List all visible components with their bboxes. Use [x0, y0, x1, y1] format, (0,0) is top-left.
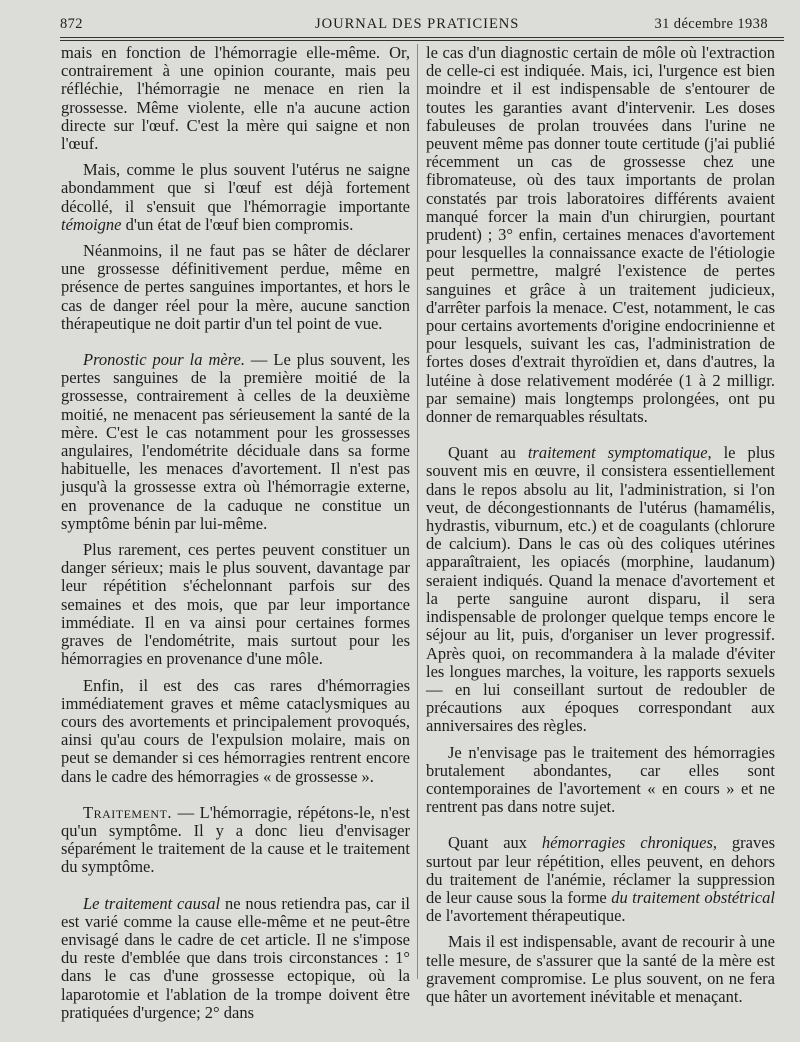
text: d'un état de l'œuf bien compromis.	[121, 214, 354, 234]
text: Je n'envisage pas le traitement des hémorragies brutalement abondantes, car elles sont contemporaines de l'avortement « en cours » et ne rentrent pas dans notre sujet.	[426, 742, 775, 817]
text: , graves surtout par leur répétition, elles peuvent, en dehors du traitement de l'anémie, réclamer la suppression de leur cause sous la forme	[426, 833, 775, 907]
text: de l'avortement thérapeutique.	[426, 906, 626, 926]
paragraph	[426, 44, 775, 426]
paragraph	[426, 834, 775, 925]
left-column	[61, 44, 410, 1022]
right-column	[426, 44, 775, 1006]
text: — L'hémorragie, répétons-le, n'est qu'un symptôme. Il y a donc lieu d'envisager séparément le traitement de la cause et le traitement du symptôme.	[61, 802, 410, 877]
text: Enfin, il est des cas rares d'hémorragies immédiatement graves et même cataclysmiques au cours des avortements et principalement provoqués, ainsi qu'au cours de l'expulsion molaire, mais on peut se demander si ces hémorragies rentrent encore dans le cadre des hémorragies « de grossesse ».	[61, 675, 410, 786]
section-heading: Pronostic pour la mère.	[83, 350, 245, 370]
journal-title: JOURNAL DES PRATICIENS	[315, 16, 520, 32]
paragraph	[61, 895, 410, 1022]
column-divider	[417, 44, 418, 979]
paragraph	[61, 541, 410, 668]
paragraph	[61, 804, 410, 877]
paragraph	[426, 744, 775, 817]
paragraph	[61, 44, 410, 153]
page-number: 872	[60, 16, 83, 32]
running-header	[60, 14, 784, 36]
paragraph	[426, 444, 775, 735]
text: Quant aux	[448, 833, 542, 853]
text: Quant au	[448, 443, 528, 463]
paragraph	[61, 351, 410, 533]
text: , le plus souvent mis en œuvre, il consistera essentiellement dans le repos absolu au lit, l'administration, si l'on veut, de décongestionnants de l'utérus (hamamélis, hydrastis, viburnum, etc.) et de coagulants (chlorure de calcium). Dans le cas où des coliques utérines apparaîtraient, les opiacés (morphine, laudanum) seraient indiqués. Quand la menace d'avortement et la perte sanguine auront disparu, il sera indispensable de prolonger quelque temps encore le séjour au lit, puis, d'organiser un lever progressif. Après quoi, on recommandera à la malade d'éviter les longues marches, la voiture, les rapports sexuels — en lui conseillant surtout de redoubler de précautions aux époques correspondant aux anniversaires des règles.	[426, 443, 775, 736]
text: — Le plus souvent, les pertes sanguines de la première moitié de la grossesse, contrairement à celles de la deuxième moitié, ne menacent pas sérieusement la santé de la mère. C'est le cas notamment pour les grossesses angulaires, l'endométrite déciduale dans sa forme habituelle, les menaces d'avortement. Il n'est pas jusqu'à la grossesse extra où l'hémorragie externe, en provenance de la caduque ne constitue un symptôme bénin par lui-même.	[61, 350, 410, 533]
text: ne nous retiendra pas, car il est varié comme la cause elle-même et ne peut-être envisagé dans le cadre de cet article. Il ne s'impose du reste d'emblée que dans trois circonstances : 1° dans le cas d'une grossesse ectopique, où la laparotomie et l'ablation de la trompe doivent être pratiquées d'urgence; 2° dans	[61, 893, 410, 1022]
issue-date: 31 décembre 1938	[654, 16, 768, 32]
emphasis: traitement symptomatique	[527, 443, 708, 463]
text: mais en fonction de l'hémorragie elle-même. Or, contrairement à une opinion courante, mais peu réfléchie, l'hémorragie ne menace en rien la grossesse. Même violente, elle n'a aucune action directe sur l'œuf. C'est la mère qui saigne et non l'œuf.	[61, 43, 410, 154]
text: Mais il est indispensable, avant de recourir à une telle mesure, de s'assurer que la santé de la mère est gravement compromise. Le plus souvent, on ne fera que hâter un avortement inévitable et menaçant.	[426, 932, 775, 1006]
emphasis: du traitement obstétrical	[611, 887, 775, 907]
paragraph	[61, 161, 410, 234]
text: Néanmoins, il ne faut pas se hâter de déclarer une grossesse définitivement perdue, même en présence de pertes sanguines importantes, et hors le cas de danger réel pour la mère, aucune sanction thérapeutique ne doit partir d'un tel point de vue.	[61, 241, 410, 333]
section-heading: Traitement.	[83, 802, 173, 822]
section-heading: Le traitement causal	[83, 893, 221, 913]
emphasis: témoigne	[61, 214, 122, 234]
paragraph	[61, 677, 410, 786]
text: le cas d'un diagnostic certain de môle où l'extraction de celle-ci est indiquée. Mais, ici, l'urgence est bien moindre et il est indispensable de s'entourer de toutes les garanties avant d'intervenir. Les doses fabuleuses de prolan trouvées dans l'urine ne peuvent même pas donner toute certitude (j'ai publié récemment un cas de grossesse chez une fibromateuse, où des taux importants de prolan constatés par trois laboratoires différents avaient manqué forcer la main d'un chirurgien, pourtant prudent) ; 3° enfin, certaines menaces d'avortement pour lesquelles la connaissance exacte de l'étiologie peut permettre, malgré l'existence de pertes sanguines et grâce à un traitement judicieux, d'arrêter parfois la menace. C'est, notamment, le cas pour certains avortements d'origine endocrinienne et pour lesquels, suivant les cas, l'administration de fortes doses d'extrait thyroïdien et, dans d'autres, la lutéine à dose relativement modérée (1 à 2 milligr. par semaine) mais longtemps prolongées, ont pu donner de remarquables résultats.	[426, 43, 775, 427]
emphasis: hémorragies chroniques	[541, 833, 713, 853]
text: Plus rarement, ces pertes peuvent constituer un danger sérieux; mais le plus souvent, davantage par leur répétition s'échelonnant parfois sur des semaines et des mois, que par leur importance immédiate. Il en va ainsi pour certaines formes graves de l'endométrite, mais surtout pour les hémorragies en provenance d'une môle.	[61, 540, 410, 669]
header-rule	[60, 37, 784, 41]
paragraph	[426, 933, 775, 1006]
paragraph	[61, 242, 410, 333]
text: Mais, comme le plus souvent l'utérus ne saigne abondamment que si l'œuf est déjà fortement décollé, il s'ensuit que l'hémorragie importante	[61, 160, 410, 216]
